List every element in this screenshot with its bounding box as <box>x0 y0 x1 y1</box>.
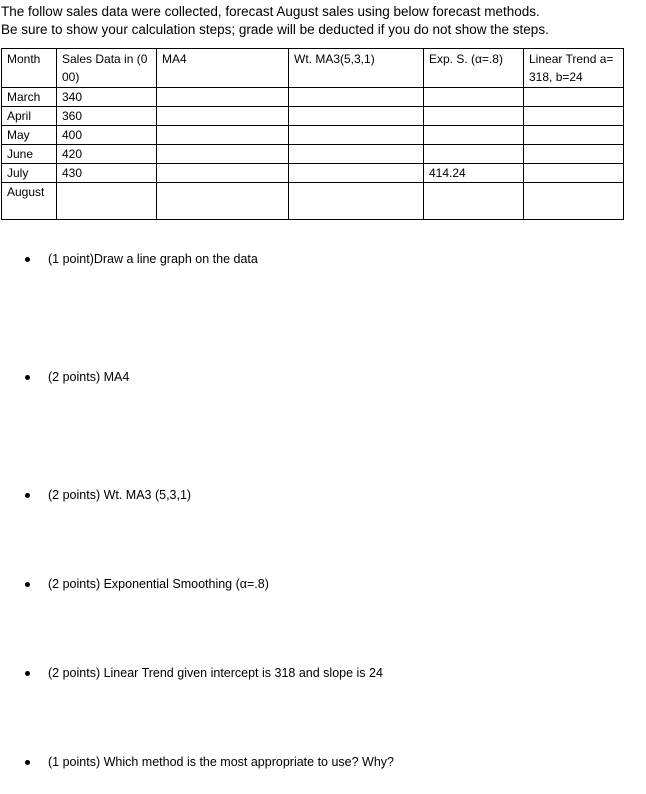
table-row <box>2 107 624 126</box>
question-text: (2 points) MA4 <box>48 370 130 384</box>
bullet-icon <box>25 257 30 262</box>
cell-month: March <box>2 88 57 107</box>
question-text: (1 points) Which method is the most appropriate to use? Why? <box>48 755 394 769</box>
header-ma4: MA4 <box>157 49 289 88</box>
cell-linear-trend <box>524 164 624 183</box>
header-linear-trend: Linear Trend a=318, b=24 <box>524 49 624 88</box>
cell-month: May <box>2 126 57 145</box>
question-text: (2 points) Wt. MA3 (5,3,1) <box>48 488 192 502</box>
cell-sales: 360 <box>57 107 157 126</box>
table-row <box>2 145 624 164</box>
cell-ma4 <box>157 164 289 183</box>
table-row <box>2 183 624 220</box>
cell-exp-smoothing: 414.24 <box>424 164 524 183</box>
instructions-line-1: The follow sales data were collected, forecast August sales using below forecast methods. <box>1 4 540 19</box>
cell-month: July <box>2 164 57 183</box>
table-row <box>2 126 624 145</box>
instructions-line-2: Be sure to show your calculation steps; grade will be deducted if you do not show the steps. <box>1 22 549 37</box>
cell-wt-ma3 <box>289 145 424 164</box>
table-header-row <box>2 49 624 88</box>
cell-month: August <box>2 183 57 220</box>
cell-sales: 420 <box>57 145 157 164</box>
cell-exp-smoothing <box>424 88 524 107</box>
cell-exp-smoothing <box>424 145 524 164</box>
header-exp-smoothing: Exp. S. (α=.8) <box>424 49 524 88</box>
cell-exp-smoothing <box>424 107 524 126</box>
bullet-icon <box>25 375 30 380</box>
cell-linear-trend <box>524 145 624 164</box>
cell-wt-ma3 <box>289 183 424 220</box>
cell-sales <box>57 183 157 220</box>
cell-sales: 400 <box>57 126 157 145</box>
cell-linear-trend <box>524 183 624 220</box>
cell-ma4 <box>157 183 289 220</box>
cell-ma4 <box>157 107 289 126</box>
cell-ma4 <box>157 88 289 107</box>
cell-month: April <box>2 107 57 126</box>
cell-ma4 <box>157 126 289 145</box>
cell-linear-trend <box>524 88 624 107</box>
cell-linear-trend <box>524 107 624 126</box>
sales-data-table <box>1 48 624 220</box>
table-row <box>2 164 624 183</box>
question-text: (2 points) Linear Trend given intercept is 318 and slope is 24 <box>48 666 383 680</box>
header-wt-ma3: Wt. MA3(5,3,1) <box>289 49 424 88</box>
cell-exp-smoothing <box>424 183 524 220</box>
bullet-icon <box>25 582 30 587</box>
bullet-icon <box>25 671 30 676</box>
cell-ma4 <box>157 145 289 164</box>
header-sales-data: Sales Data in (000) <box>57 49 157 88</box>
cell-wt-ma3 <box>289 164 424 183</box>
cell-wt-ma3 <box>289 126 424 145</box>
question-text: (2 points) Exponential Smoothing (α=.8) <box>48 577 269 591</box>
table-row <box>2 88 624 107</box>
bullet-icon <box>25 493 30 498</box>
cell-wt-ma3 <box>289 88 424 107</box>
question-text: (1 point)Draw a line graph on the data <box>48 252 258 266</box>
bullet-icon <box>25 760 30 765</box>
instructions <box>1 3 549 39</box>
cell-month: June <box>2 145 57 164</box>
cell-linear-trend <box>524 126 624 145</box>
cell-wt-ma3 <box>289 107 424 126</box>
header-month: Month <box>2 49 57 88</box>
cell-exp-smoothing <box>424 126 524 145</box>
cell-sales: 430 <box>57 164 157 183</box>
cell-sales: 340 <box>57 88 157 107</box>
